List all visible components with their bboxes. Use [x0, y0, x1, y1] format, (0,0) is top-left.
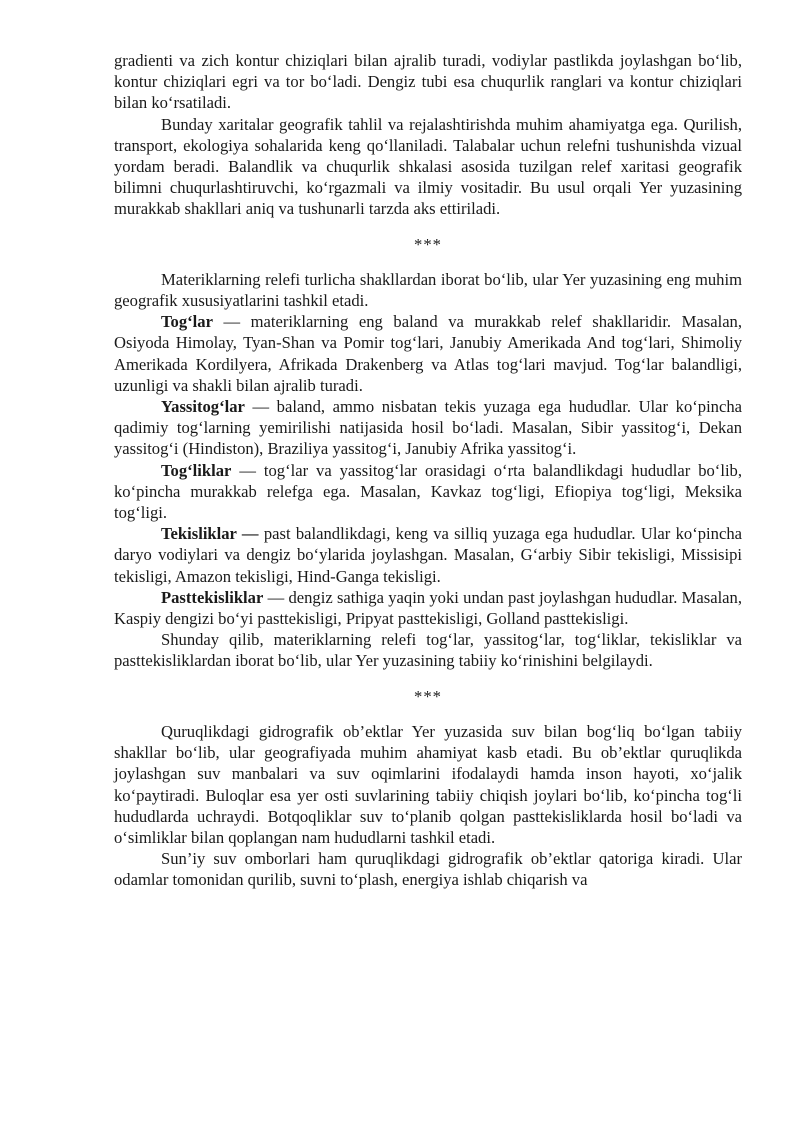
paragraph-lowlands [114, 587, 742, 629]
paragraph-plains [114, 523, 742, 587]
term-lowlands: Pasttekisliklar [161, 587, 264, 607]
definition-plateaus: — baland, ammo nisbatan tekis yuzaga ega hududlar. Ular ko‘pincha qadimiy tog‘larning yemirilishi natijasida hosil bo‘ladi. Masalan, Sibir yassitog‘i, Dekan yassitog‘i (Hindiston), Braziliya yassitog‘i, Janubiy Afrika yassitog‘i. [114, 397, 742, 459]
term-mountains: Tog‘lar [161, 312, 213, 332]
definition-plains: past balandlikdagi, keng va silliq yuzaga ega hududlar. Ular ko‘pincha daryo vodiylari va dengiz bo‘ylarida joylashgan. Masalan, G‘arbiy Sibir tekisligi, Missisipi tekisligi, Amazon tekisligi, Hind-Ganga tekisligi. [114, 524, 742, 586]
definition-mountains: — materiklarning eng baland va murakkab relef shakllaridir. Masalan, Osiyoda Himolay, Tyan-Shan va Pomir tog‘lari, Janubiy Amerikada And tog‘lari, Shimoliy Amerikada Kordilyera, Afrikada Drakenberg va Atlas tog‘lari mavjud. Tog‘lar balandligi, uzunligi va shakli bilan ajralib turadi. [114, 312, 742, 395]
term-plateaus: Yassitog‘lar [161, 397, 245, 417]
paragraph-plateaus [114, 396, 742, 460]
section-separator: *** [414, 234, 442, 254]
paragraph-summary: Shunday qilib, materiklarning relefi tog‘lar, yassitog‘lar, tog‘liklar, tekisliklar va pasttekisliklardan iborat bo‘lib, ular Yer yuzasining tabiiy ko‘rinishini belgilaydi. [114, 630, 742, 671]
paragraph-3: Materiklarning relefi turlicha shakllardan iborat bo‘lib, ular Yer yuzasining eng muhim geografik xususiyatlarini tashkil etadi. [114, 269, 742, 311]
paragraph-reservoirs: Sun’iy suv omborlari ham quruqlikdagi gidrografik ob’ektlar qatoriga kiradi. Ular odamlar tomonidan qurilib, suvni to‘plash, energiya ishlab chiqarish va [114, 849, 742, 890]
term-highlands: Tog‘liklar [161, 460, 232, 480]
term-plains: Tekisliklar — [161, 524, 259, 544]
paragraph-2: Bunday xaritalar geografik tahlil va rejalashtirishda muhim ahamiyatga ega. Qurilish, transport, ekologiya sohalarida keng qo‘llaniladi. Talabalar uchun relefni tushunishda vizual yordam beradi. Balandlik va chuqurlik shkalasi asosida tuzilgan relef xaritasi geografik bilimni chuqurlashtiruvchi, ko‘rgazmali va ilmiy vositadir. Bu usul orqali Yer yuzasining murakkab shakllari aniq va tushunarli tarzda aks ettiriladi. [114, 114, 742, 219]
section-separator: *** [414, 686, 442, 706]
paragraph-highlands [114, 460, 742, 524]
paragraph-mountains [114, 311, 742, 396]
paragraph-1: gradienti va zich kontur chiziqlari bilan ajralib turadi, vodiylar pastlikda joylashgan bo‘lib, kontur chiziqlari egri va tor bo‘ladi. Dengiz tubi esa chuqurlik ranglari va kontur chiziqlari bilan ko‘rsatiladi. [114, 51, 742, 113]
document-page [114, 50, 742, 891]
definition-lowlands: — dengiz sathiga yaqin yoki undan past joylashgan hududlar. Masalan, Kaspiy dengizi bo‘yi pasttekisligi, Pripyat pasttekisligi, Golland pasttekisligi. [114, 587, 742, 629]
paragraph-hydrography: Quruqlikdagi gidrografik ob’ektlar Yer yuzasida suv bilan bog‘liq bo‘lgan tabiiy shakllar bo‘lib, ular geografiyada muhim ahamiyat kasb etadi. Bu ob’ektlar quruqlikda joylashgan suv manbalari va suv oqimlarini ifodalaydi hamda inson hayoti, xo‘jalik ko‘paytiradi. Buloqlar esa yer osti suvlarining tabiiy chiqish joylari bo‘lib, ko‘pincha tog‘li hududlarda uchraydi. Botqoqliklar suv to‘planib qolgan pasttekisliklarda hosil bo‘ladi va o‘simliklar bilan qoplangan nam hududlarni tashkil etadi. [114, 721, 742, 847]
definition-highlands: — tog‘lar va yassitog‘lar orasidagi o‘rta balandlikdagi hududlar bo‘lib, ko‘pincha murakkab relefga ega. Masalan, Kavkaz tog‘ligi, Efiopiya tog‘ligi, Meksika tog‘ligi. [114, 460, 742, 523]
